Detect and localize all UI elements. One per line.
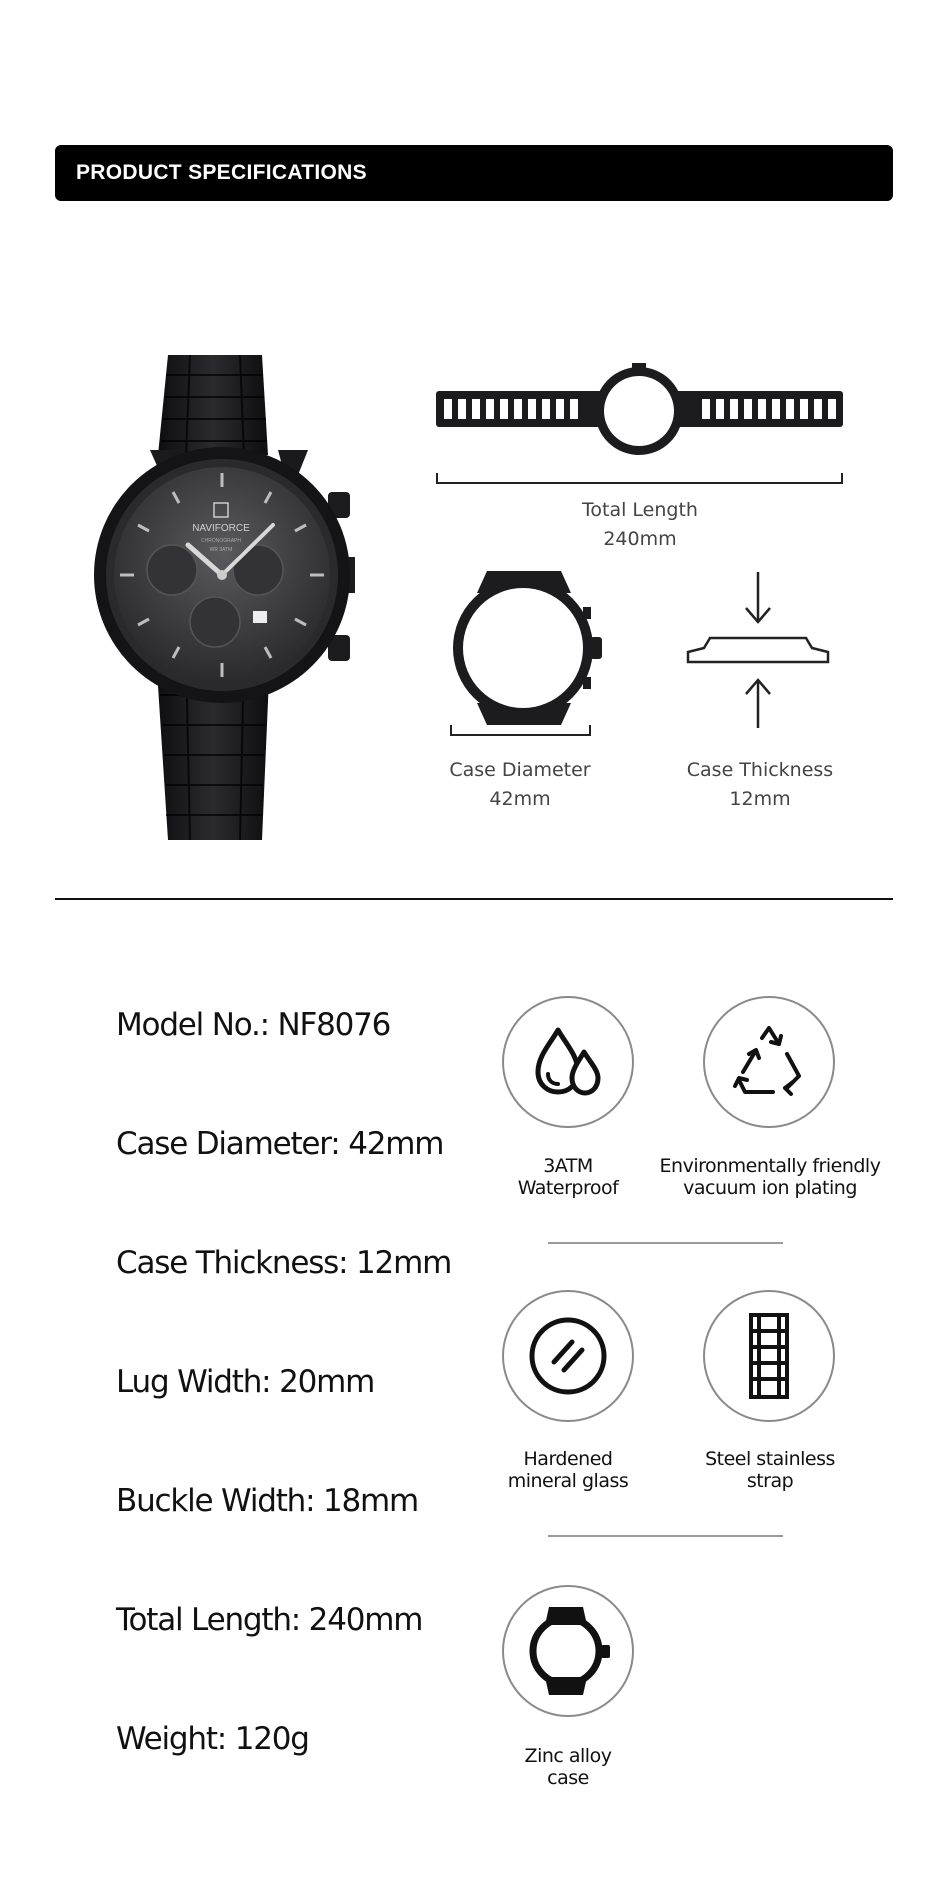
feature-waterproof-badge bbox=[502, 996, 634, 1128]
section-header bbox=[55, 145, 893, 201]
total-length-value: 240mm bbox=[603, 528, 677, 550]
case-diameter-label: Case Diameter bbox=[449, 759, 591, 781]
spec-lug-width: Lug Width: 20mm bbox=[116, 1364, 375, 1400]
feature-strap-badge bbox=[703, 1290, 835, 1422]
feature-strap-label: Steel stainless strap bbox=[705, 1448, 835, 1492]
watch-water: WR 3ATM bbox=[209, 547, 233, 553]
spec-weight: Weight: 120g bbox=[116, 1721, 309, 1757]
water-drops-icon bbox=[528, 1022, 608, 1102]
feature-eco-label: Environmentally friendly vacuum ion plating bbox=[659, 1155, 881, 1199]
total-length-caption bbox=[540, 496, 740, 554]
case-thickness-diagram bbox=[680, 570, 840, 730]
watch-subtitle: CHRONOGRAPH bbox=[200, 538, 242, 544]
feature-waterproof-label: 3ATM Waterproof bbox=[517, 1155, 619, 1199]
recycle-icon bbox=[729, 1022, 809, 1102]
case-diameter-diagram bbox=[445, 565, 605, 740]
section-divider bbox=[55, 898, 893, 900]
feature-case-badge bbox=[502, 1585, 634, 1717]
strap-icon bbox=[729, 1311, 809, 1401]
spec-model: Model No.: NF8076 bbox=[116, 1007, 391, 1043]
watch-brand: NAVIFORCE bbox=[192, 523, 250, 534]
spec-case-diameter: Case Diameter: 42mm bbox=[116, 1126, 444, 1162]
feature-rule-1 bbox=[548, 1242, 783, 1244]
glass-icon bbox=[528, 1316, 608, 1396]
feature-rule-2 bbox=[548, 1535, 783, 1537]
spec-total-length: Total Length: 240mm bbox=[116, 1602, 423, 1638]
case-diameter-value: 42mm bbox=[489, 788, 551, 810]
feature-eco-badge bbox=[703, 996, 835, 1128]
watch-case-icon bbox=[523, 1603, 613, 1699]
spec-case-thickness: Case Thickness: 12mm bbox=[116, 1245, 452, 1281]
case-thickness-label: Case Thickness bbox=[686, 759, 834, 781]
section-title: PRODUCT SPECIFICATIONS bbox=[76, 161, 367, 184]
total-length-diagram bbox=[432, 355, 847, 490]
total-length-label: Total Length bbox=[582, 499, 698, 521]
feature-case-label: Zinc alloy case bbox=[524, 1745, 612, 1789]
product-watch-image bbox=[90, 355, 355, 840]
spec-buckle-width: Buckle Width: 18mm bbox=[116, 1483, 419, 1519]
feature-glass-badge bbox=[502, 1290, 634, 1422]
case-thickness-value: 12mm bbox=[729, 788, 791, 810]
case-diameter-caption bbox=[430, 756, 610, 814]
case-thickness-caption bbox=[670, 756, 850, 814]
feature-glass-label: Hardened mineral glass bbox=[507, 1448, 629, 1492]
